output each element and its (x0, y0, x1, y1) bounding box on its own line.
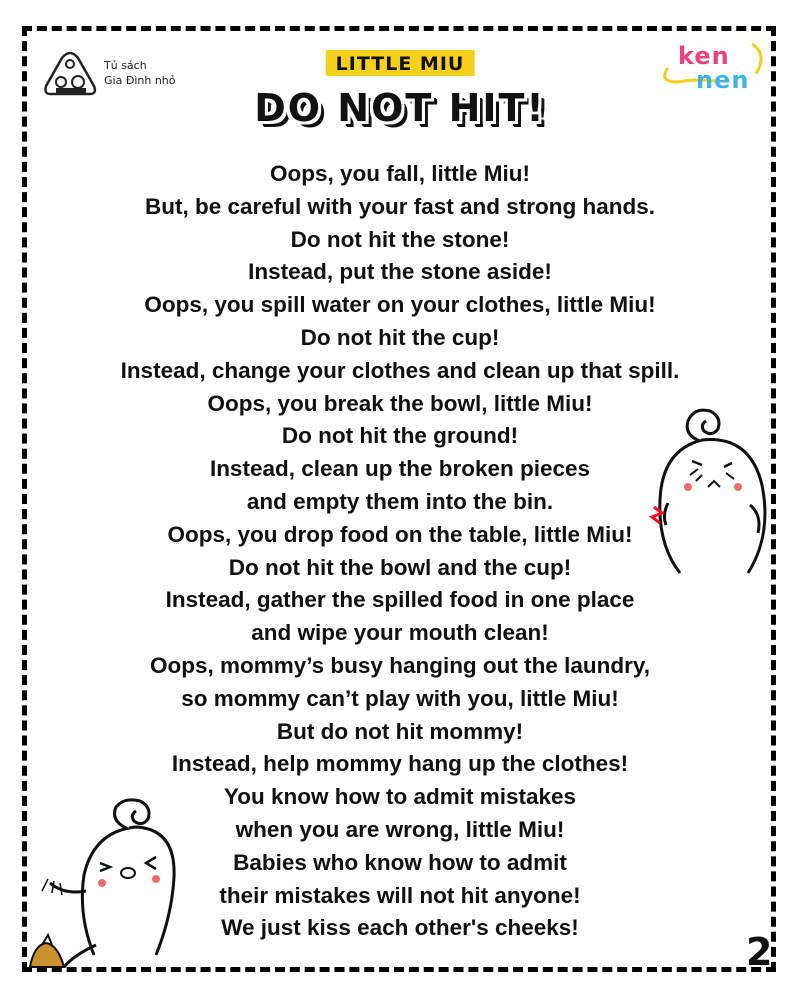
page-number: 2 (746, 930, 773, 974)
poem-line: We just kiss each other's cheeks! (221, 915, 579, 941)
poem-line: Instead, gather the spilled food in one place (165, 587, 635, 613)
publisher-line-1: Tủ sách (104, 59, 147, 72)
poem-line: when you are wrong, little Miu! (235, 816, 565, 842)
poem-line: Oops, you fall, little Miu! (269, 161, 530, 186)
poem-line: Instead, change your clothes and clean up that spill. (120, 357, 680, 383)
miu-character-kicking-illustration (24, 795, 194, 970)
poem-line: so mommy can’t play with you, little Miu! (181, 685, 619, 711)
poem-line: Do not hit the bowl and the cup! (228, 554, 572, 580)
publisher-line-2: Gia Đình nhỏ (104, 74, 176, 87)
poem-line: Oops, you spill water on your clothes, little Miu! (144, 292, 656, 318)
poem-line: But do not hit mommy! (276, 718, 524, 744)
poem-line: and empty them into the bin. (246, 488, 554, 514)
kennen-brand-logo (660, 38, 770, 98)
poem-line: Instead, help mommy hang up the clothes! (171, 751, 629, 777)
miu-character-angry-illustration (640, 395, 775, 580)
brand-line-1: ken (678, 42, 730, 70)
poem-line: Oops, you drop food on the table, little Miu! (167, 521, 633, 547)
poem-line: Instead, put the stone aside! (248, 259, 552, 285)
poem-line: Babies who know how to admit (233, 849, 567, 875)
poem-line: Instead, clean up the broken pieces (209, 456, 591, 482)
series-badge: LITTLE MIU (326, 50, 475, 76)
poem-line: You know how to admit mistakes (223, 784, 577, 810)
poem-line: their mistakes will not hit anyone! (219, 882, 581, 908)
poem-line: Do not hit the ground! (281, 423, 519, 449)
poem-line: Oops, you break the bowl, little Miu! (207, 390, 593, 416)
poem-line: But, be careful with your fast and strong hands. (144, 193, 656, 219)
poem-line: Do not hit the cup! (300, 324, 500, 350)
poem-line: and wipe your mouth clean! (251, 620, 549, 646)
poem-line: Oops, mommy’s busy hanging out the laundry, (149, 652, 651, 678)
page-title: DO NOT HIT! (254, 86, 546, 130)
poem-line: Do not hit the stone! (290, 226, 510, 252)
brand-line-2: nen (696, 66, 750, 94)
